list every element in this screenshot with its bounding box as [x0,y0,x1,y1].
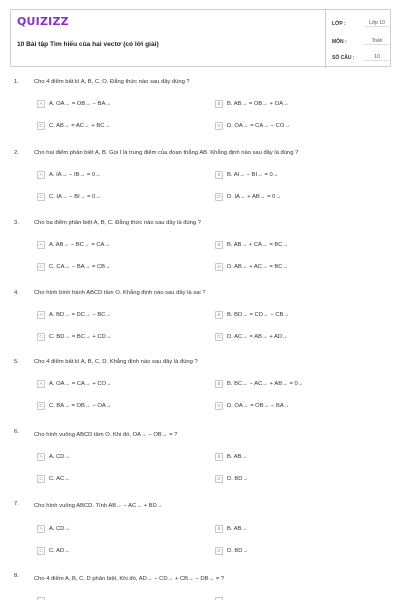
question-text: Cho 4 điểm bất kì A, B, C, O. Đẳng thức nào sau đây đúng ? [34,79,190,85]
meta-label-question-count: SỐ CÂU : [332,55,355,61]
option-letter-box: A [37,241,45,249]
question-text: Cho hai điểm phân biệt A, B. Gọi I là trung điểm của đoạn thẳng AB. Khẳng định nào sau đây là đúng ? [34,150,299,156]
option-letter-box: B [215,525,223,533]
option-c[interactable] [37,402,197,412]
meta-row-question-count [326,51,393,67]
meta-row-subject [326,35,393,51]
meta-label-grade: LỚP : [332,21,346,27]
option-text: B. AB→ = OB→ + OA→ [227,101,289,107]
question-text: Cho 4 điểm A, B, C, D phân biệt. Khi đó, AD→ − CD→ + CB→ − DB→ = ? [34,576,225,582]
option-letter-box: A [37,525,45,533]
option-c[interactable] [37,475,197,485]
option-letter-box: D [215,475,223,483]
option-text: B. AB→ [227,526,248,532]
question-number: 3. [14,220,19,226]
option-letter-box: C [37,193,45,201]
option-text: D. IA→ + AB→ = 0→ [227,194,282,200]
meta-value-subject: Toán [365,36,389,45]
option-text: A. CD→ [49,454,71,460]
option-a[interactable] [37,171,197,181]
option-a[interactable] [37,380,197,390]
option-letter-box: D [215,333,223,341]
question-number: 8. [14,573,19,579]
option-text: D. BD→ [227,548,249,554]
worksheet-header [10,9,391,67]
option-text: A. IA→ − IB→ = 0→ [49,172,101,178]
option-letter-box: D [215,263,223,271]
option-b[interactable] [215,100,375,110]
question-number: 1. [14,79,19,85]
option-text: C. AB→ = AC→ + BC→ [49,123,111,129]
worksheet-meta-panel [325,10,392,68]
option-d[interactable] [215,333,375,343]
option-d[interactable] [215,193,375,203]
option-letter-box: D [215,547,223,555]
option-text: A. BD→ = DC→ − BC→ [49,312,112,318]
option-b[interactable] [215,525,375,535]
option-letter-box: D [215,402,223,410]
option-a[interactable] [37,311,197,321]
option-letter-box: C [37,475,45,483]
option-text: D. AC→ = AB→ + AD→ [227,334,288,340]
option-b[interactable] [215,380,375,390]
option-text: B. AI→ − BI→ = 0→ [227,172,279,178]
option-c[interactable] [37,333,197,343]
option-letter-box: A [37,311,45,319]
quizizz-logo: QUIZIZZ [17,15,69,28]
option-letter-box: B [215,311,223,319]
option-d[interactable] [215,547,375,557]
question-text: Cho hình bình hành ABCD tâm O. Khẳng định nào sau đây là sai ? [34,290,206,296]
option-text: D. OA→ = CA→ − CO→ [227,123,291,129]
option-text: C. BD→ = BC→ + CD→ [49,334,112,340]
option-c[interactable] [37,547,197,557]
option-b[interactable] [215,171,375,181]
option-d[interactable] [215,122,375,132]
meta-row-grade [326,17,393,33]
option-text: C. BA→ = OB→ − OA→ [49,403,112,409]
question-number: 7. [14,501,19,507]
question-text: Cho hình vuông ABCD. Tính AB→ − AC→ + BD→ [34,503,163,509]
meta-label-subject: MÔN : [332,39,347,45]
question-number: 5. [14,359,19,365]
question-number: 2. [14,150,19,156]
question-text: Cho 4 điểm bất kì A, B, C, D. Khẳng định nào sau đây là đúng ? [34,359,198,365]
option-text: A. OA→ = OB→ − BA→ [49,101,112,107]
option-text: B. BD→ = CD→ − CB→ [227,312,290,318]
meta-value-question-count: 10 [365,52,389,61]
option-letter-box: C [37,122,45,130]
option-text: D. BD→ [227,476,249,482]
option-letter-box: D [215,122,223,130]
option-text: C. IA→ − BI→ = 0→ [49,194,102,200]
option-b[interactable] [215,453,375,463]
option-letter-box: C [37,333,45,341]
option-letter-box: A [37,453,45,461]
meta-value-grade: Lớp 10 [365,18,389,27]
option-d[interactable] [215,402,375,412]
option-letter-box: B [215,453,223,461]
option-letter-box: C [37,547,45,555]
option-letter-box: A [37,100,45,108]
option-c[interactable] [37,193,197,203]
option-a[interactable] [37,100,197,110]
option-text: A. OA→ = CA→ + CO→ [49,381,112,387]
option-d[interactable] [215,475,375,485]
option-d[interactable] [215,263,375,273]
option-c[interactable] [37,263,197,273]
option-a[interactable] [37,525,197,535]
option-text: B. BC→ − AC→ + AB→ = 0→ [227,381,304,387]
question-number: 6. [14,429,19,435]
option-a[interactable] [37,241,197,251]
option-letter-box: B [215,380,223,388]
option-letter-box: C [37,263,45,271]
option-letter-box: B [215,100,223,108]
option-text: D. AB→ + AC→ = BC→ [227,264,289,270]
question-text: Cho hình vuông ABCD tâm O. Khi đó, OA→ − OB→ = ? [34,432,178,438]
option-text: C. AD→ [49,548,70,554]
option-b[interactable] [215,311,375,321]
option-text: C. CA→ − BA→ = CB→ [49,264,111,270]
worksheet-title: 10 Bài tập Tìm hiểu của hai vectơ (có lời giải) [17,41,159,48]
option-text: C. AC→ [49,476,70,482]
option-letter-box: A [37,380,45,388]
option-letter-box: C [37,402,45,410]
question-text: Cho ba điểm phân biệt A, B, C. Đẳng thức nào sau đây là đúng ? [34,220,201,226]
option-text: A. AB→ − BC→ = CA→ [49,242,111,248]
option-c[interactable] [37,122,197,132]
option-letter-box: B [215,171,223,179]
option-letter-box: D [215,193,223,201]
option-letter-box: B [215,241,223,249]
option-text: B. AB→ + CA→ = BC→ [227,242,289,248]
option-a[interactable] [37,453,197,463]
option-text: B. AB→ [227,454,248,460]
option-b[interactable] [215,241,375,251]
option-letter-box: A [37,171,45,179]
option-text: D. OA→ = OB→ − BA→ [227,403,290,409]
option-text: A. CD→ [49,526,71,532]
question-number: 4. [14,290,19,296]
